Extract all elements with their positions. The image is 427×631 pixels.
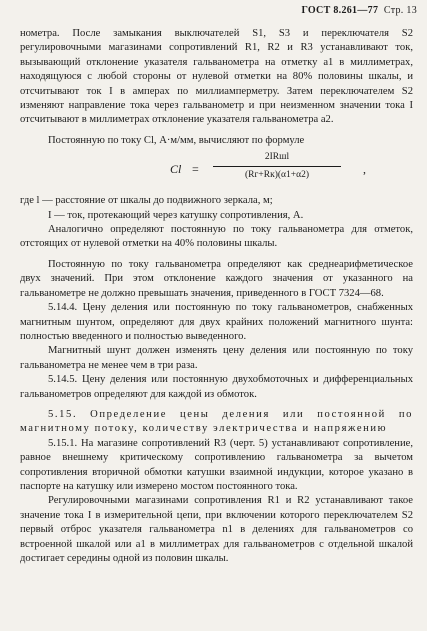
- clause-5-14-5: 5.14.5. Цену деления или постоянную двухобмоточных и дифференциальных гальванометров определяют для каждой из обмоток.: [20, 374, 413, 400]
- formula-comma: ,: [363, 162, 366, 177]
- formula-equals: =: [192, 162, 199, 177]
- formula-numerator: 2IRшl: [264, 152, 290, 163]
- paragraph-analog: Аналогично определяют постоянную по току гальванометра для отметок, отстоящих от нулевой отметки на 40% половины шкалы.: [20, 224, 413, 250]
- formula-lhs: Cl: [170, 162, 182, 177]
- paragraph-measurement: нометра. После замыкания выключателей S1, S3 и переключателя S2 регулировочными магазинами сопротивлений R1, R2 и R3 устанавливают ток, вызывающий отклонение указателя гальванометра на отметку a1 в миллиметрах, находящуюся с любой стороны от нулевой отметки на 80% половины шкалы, и отсчитывают ток I в амперах по миллиамперметру. Затем переключателем S2 изменяют направление тока через гальванометр и при неизменном значении тока I отсчитывают в миллиметрах отклонение указателя гальванометра a2.: [20, 28, 413, 126]
- definition-i: I — ток, протекающий через катушку сопротивления, А.: [48, 209, 304, 221]
- paragraph-average: Постоянную по току гальванометра определяют как среднеарифметическое двух значений. При этом отклонение каждого значения от указанного на гальванометре не должно превышать значения, приведенного в ГОСТ 7324—68.: [20, 258, 413, 299]
- formula-denominator: (Rг+Rк)(α1+α2): [244, 169, 309, 180]
- page-number: Стр. 13: [383, 5, 417, 16]
- formula-block: [20, 150, 413, 190]
- standard-number: ГОСТ 8.261—77: [301, 5, 379, 16]
- formula-fraction: [207, 150, 347, 182]
- paragraph-magnetic-shunt: Магнитный шунт должен изменять цену деления или постоянную по току гальванометра не менее чем в три раза.: [20, 345, 413, 371]
- paragraph-current-setting: Регулировочными магазинами сопротивления R1 и R2 устанавливают такое значение тока I в измерительной цепи, при включении которого переключателем S2 первый отброс указателя гальванометра n1 в делениях для гальванометров со встроенной шкалой или a1 в миллиметрах для гальванометров с отдельной шкалой достигает середины одной из половин шкалы.: [20, 495, 413, 564]
- definition-l: где l — расстояние от шкалы до подвижного зеркала, м;: [20, 195, 273, 207]
- clause-5-14-4: 5.14.4. Цену деления или постоянную по току гальванометров, снабженных магнитным шунтом, определяют для двух крайних положений магнитного шунта: полностью введенного и полностью выведенного.: [20, 302, 413, 342]
- paragraph-formula-intro: Постоянную по току Cl, А·м/мм, вычисляют по формуле: [48, 134, 305, 146]
- clause-5-15-1: 5.15.1. На магазине сопротивлений R3 (черт. 5) устанавливают сопротивление, равное внешнему критическому сопротивлению гальванометра за вычетом сопротивления вторичной обмотки катушки взаимной индукции, которое указано в паспорте на катушку или измерено мостом постоянного тока.: [20, 437, 413, 492]
- page-header: [301, 5, 417, 16]
- document-body: [20, 27, 413, 566]
- section-heading-5-15: 5.15. Определение цены деления или постоянной по магнитному потоку, количеству электричества и напряжению: [20, 408, 413, 435]
